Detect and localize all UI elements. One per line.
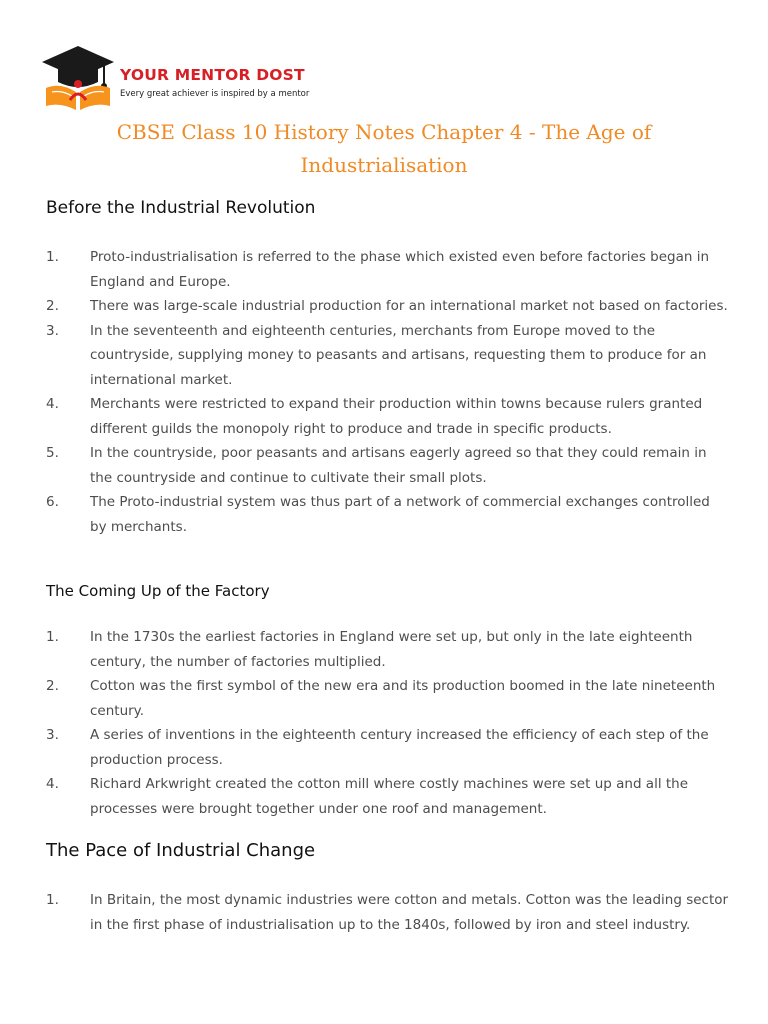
list-item (0, 490, 730, 539)
list-item-number: 5. (46, 445, 59, 461)
list-item (0, 294, 730, 319)
section-heading-pace-change: The Pace of Industrial Change (46, 840, 316, 861)
graduation-cap-book-icon (40, 44, 116, 114)
list-item-number: 3. (46, 727, 59, 743)
brand-tagline: Every great achiever is inspired by a mentor (120, 89, 310, 99)
section-heading-before-revolution: Before the Industrial Revolution (46, 198, 316, 218)
list-item (0, 723, 730, 772)
list-item-number: 1. (46, 629, 59, 645)
list-pace-change (0, 888, 768, 937)
list-item-text: In the seventeenth and eighteenth centuries, merchants from Europe moved to the countryside, supplying money to peasants and artisans, requesting them to produce for an international market. (90, 322, 707, 388)
list-item-text: The Proto-industrial system was thus part of a network of commercial exchanges controlled by merchants. (90, 494, 710, 535)
list-item-text: Richard Arkwright created the cotton mill where costly machines were set up and all the processes were brought together under one roof and management. (90, 776, 689, 817)
brand-logo (40, 44, 320, 114)
list-item-text: In the 1730s the earliest factories in England were set up, but only in the late eighteenth century, the number of factories multiplied. (90, 629, 693, 670)
list-item-text: Cotton was the first symbol of the new era and its production boomed in the late nineteenth century. (90, 678, 716, 719)
list-item (0, 888, 730, 937)
list-item (0, 441, 730, 490)
list-item (0, 625, 730, 674)
list-coming-up-factory (0, 625, 768, 821)
list-item-text: A series of inventions in the eighteenth century increased the efficiency of each step of the production process. (90, 727, 709, 768)
list-item-text: There was large-scale industrial production for an international market not based on factories. (90, 298, 728, 314)
list-item-number: 3. (46, 322, 59, 339)
list-item-text: Proto-industrialisation is referred to the phase which existed even before factories began in England and Europe. (90, 249, 710, 290)
list-item (0, 772, 730, 821)
list-item-number: 1. (46, 892, 59, 908)
list-item (0, 674, 730, 723)
list-item-text: In Britain, the most dynamic industries were cotton and metals. Cotton was the leading sector in the first phase of industrialisation up to the 1840s, followed by iron and steel industry. (90, 892, 729, 933)
section-heading-coming-up-factory: The Coming Up of the Factory (46, 582, 270, 600)
list-item-number: 4. (46, 396, 59, 412)
page-title: CBSE Class 10 History Notes Chapter 4 - The Age of Industrialisation (116, 120, 652, 177)
list-item-text: In the countryside, poor peasants and artisans eagerly agreed so that they could remain in the countryside and continue to cultivate their small plots. (90, 445, 707, 486)
list-item (0, 392, 730, 441)
list-before-revolution (0, 245, 768, 539)
list-item-number: 6. (46, 494, 59, 510)
list-item-number: 4. (46, 776, 59, 792)
list-item-text: Merchants were restricted to expand their production within towns because rulers granted different guilds the monopoly right to produce and trade in specific products. (90, 396, 703, 437)
list-item-number: 1. (46, 249, 59, 265)
brand-name: YOUR MENTOR DOST (120, 66, 305, 84)
list-item-number: 2. (46, 678, 59, 694)
list-item-number: 2. (46, 298, 59, 314)
list-item (0, 319, 730, 393)
list-item (0, 245, 730, 294)
